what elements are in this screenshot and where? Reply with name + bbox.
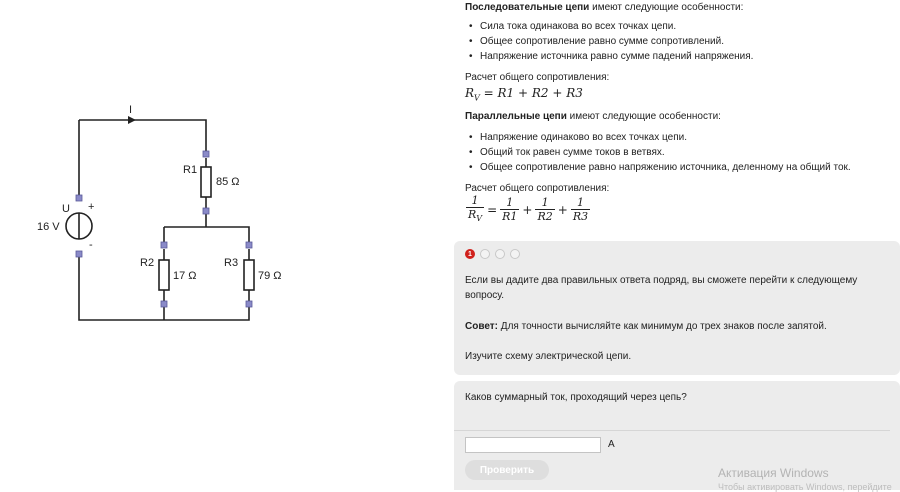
windows-activation-watermark: Активация Windows: [718, 466, 829, 480]
formula-rv: R: [465, 86, 475, 100]
answer-input[interactable]: [465, 437, 601, 453]
plus-sign: +: [522, 202, 533, 217]
check-button[interactable]: Проверить: [465, 460, 549, 480]
parallel-heading-bold: Параллельные цепи: [465, 111, 567, 122]
tip-label: Совет:: [465, 321, 499, 332]
hint-panel: [454, 241, 900, 375]
attempt-dot: [510, 249, 520, 259]
voltage-source: [66, 213, 92, 239]
fraction-1-rv: $\frac{1}{R_V}$: [468, 194, 483, 224]
hint-tip: [465, 319, 885, 334]
current-label: I: [129, 104, 133, 116]
list-item: • Напряжение одинаково во всех точках цепи.: [465, 130, 851, 145]
equals-sign: =: [487, 202, 498, 217]
fraction-1-r3: $\frac{1}{R3}$: [572, 196, 589, 224]
formula-rhs: = R1 + R2 + R3: [483, 86, 583, 100]
unit-label: A: [608, 439, 615, 450]
formula-rv-sub: V: [474, 93, 480, 103]
tip-text: Для точности вычисляйте как минимум до трех знаков после запятой.: [498, 321, 827, 332]
series-calc-label: Расчет общего сопротивления:: [465, 72, 610, 83]
parallel-heading-rest: имеют следующие особенности:: [566, 111, 721, 122]
source-voltage: 16 V: [37, 221, 60, 233]
list-item: • Сила тока одинакова во всех точках цепи.: [465, 19, 753, 34]
source-minus-sign: -: [89, 239, 93, 251]
list-item: • Напряжение источника равно сумме падений напряжения.: [465, 49, 753, 64]
parallel-formula: [465, 194, 591, 225]
hint-instruction: Изучите схему электрической цепи.: [465, 351, 632, 362]
attempt-dot: [480, 249, 490, 259]
source-plus-sign: +: [88, 201, 95, 213]
series-features-list: [465, 19, 753, 64]
divider: [454, 430, 890, 431]
r3-label: R3: [224, 257, 239, 269]
series-heading-bold: Последовательные цепи: [465, 2, 590, 13]
question-panel: [454, 381, 900, 490]
plus-sign: +: [557, 202, 568, 217]
series-heading-rest: имеют следующие особенности:: [589, 2, 744, 13]
question-text: Каков суммарный ток, проходящий через цепь?: [465, 392, 687, 403]
resistor-r1: [201, 167, 211, 197]
r3-value: 79 Ω: [258, 270, 282, 282]
resistor-r2: [159, 260, 169, 290]
windows-activation-subtext: Чтобы активировать Windows, перейдите: [718, 482, 892, 492]
current-direction-arrow: [128, 116, 136, 124]
series-heading: [465, 2, 743, 13]
r1-value: 85 Ω: [216, 176, 240, 188]
list-item: • Общее сопротивление равно напряжению источника, деленному на общий ток.: [465, 160, 851, 175]
attempt-dot: [495, 249, 505, 259]
parallel-calc-label: Расчет общего сопротивления:: [465, 183, 610, 194]
parallel-features-list: [465, 130, 851, 175]
fraction-1-r2: $\frac{1}{R2}$: [537, 196, 553, 224]
list-item: • Общий ток равен сумме токов в ветвях.: [465, 145, 851, 160]
source-label: U: [62, 203, 70, 215]
list-item: • Общее сопротивление равно сумме сопротивлений.: [465, 34, 753, 49]
fraction-1-r1: $\frac{1}{R1}$: [502, 196, 518, 224]
circuit-diagram: [0, 0, 440, 490]
parallel-heading: [465, 111, 721, 122]
r2-value: 17 Ω: [173, 270, 197, 282]
resistor-r3: [244, 260, 254, 290]
series-formula: [465, 86, 583, 102]
r2-label: R2: [140, 257, 155, 269]
attempt-dot-active: 1: [465, 249, 475, 259]
hint-text-streak: Если вы дадите два правильных ответа подряд, вы сможете перейти к следующему вопросу.: [465, 275, 858, 301]
r1-label: R1: [183, 164, 198, 176]
